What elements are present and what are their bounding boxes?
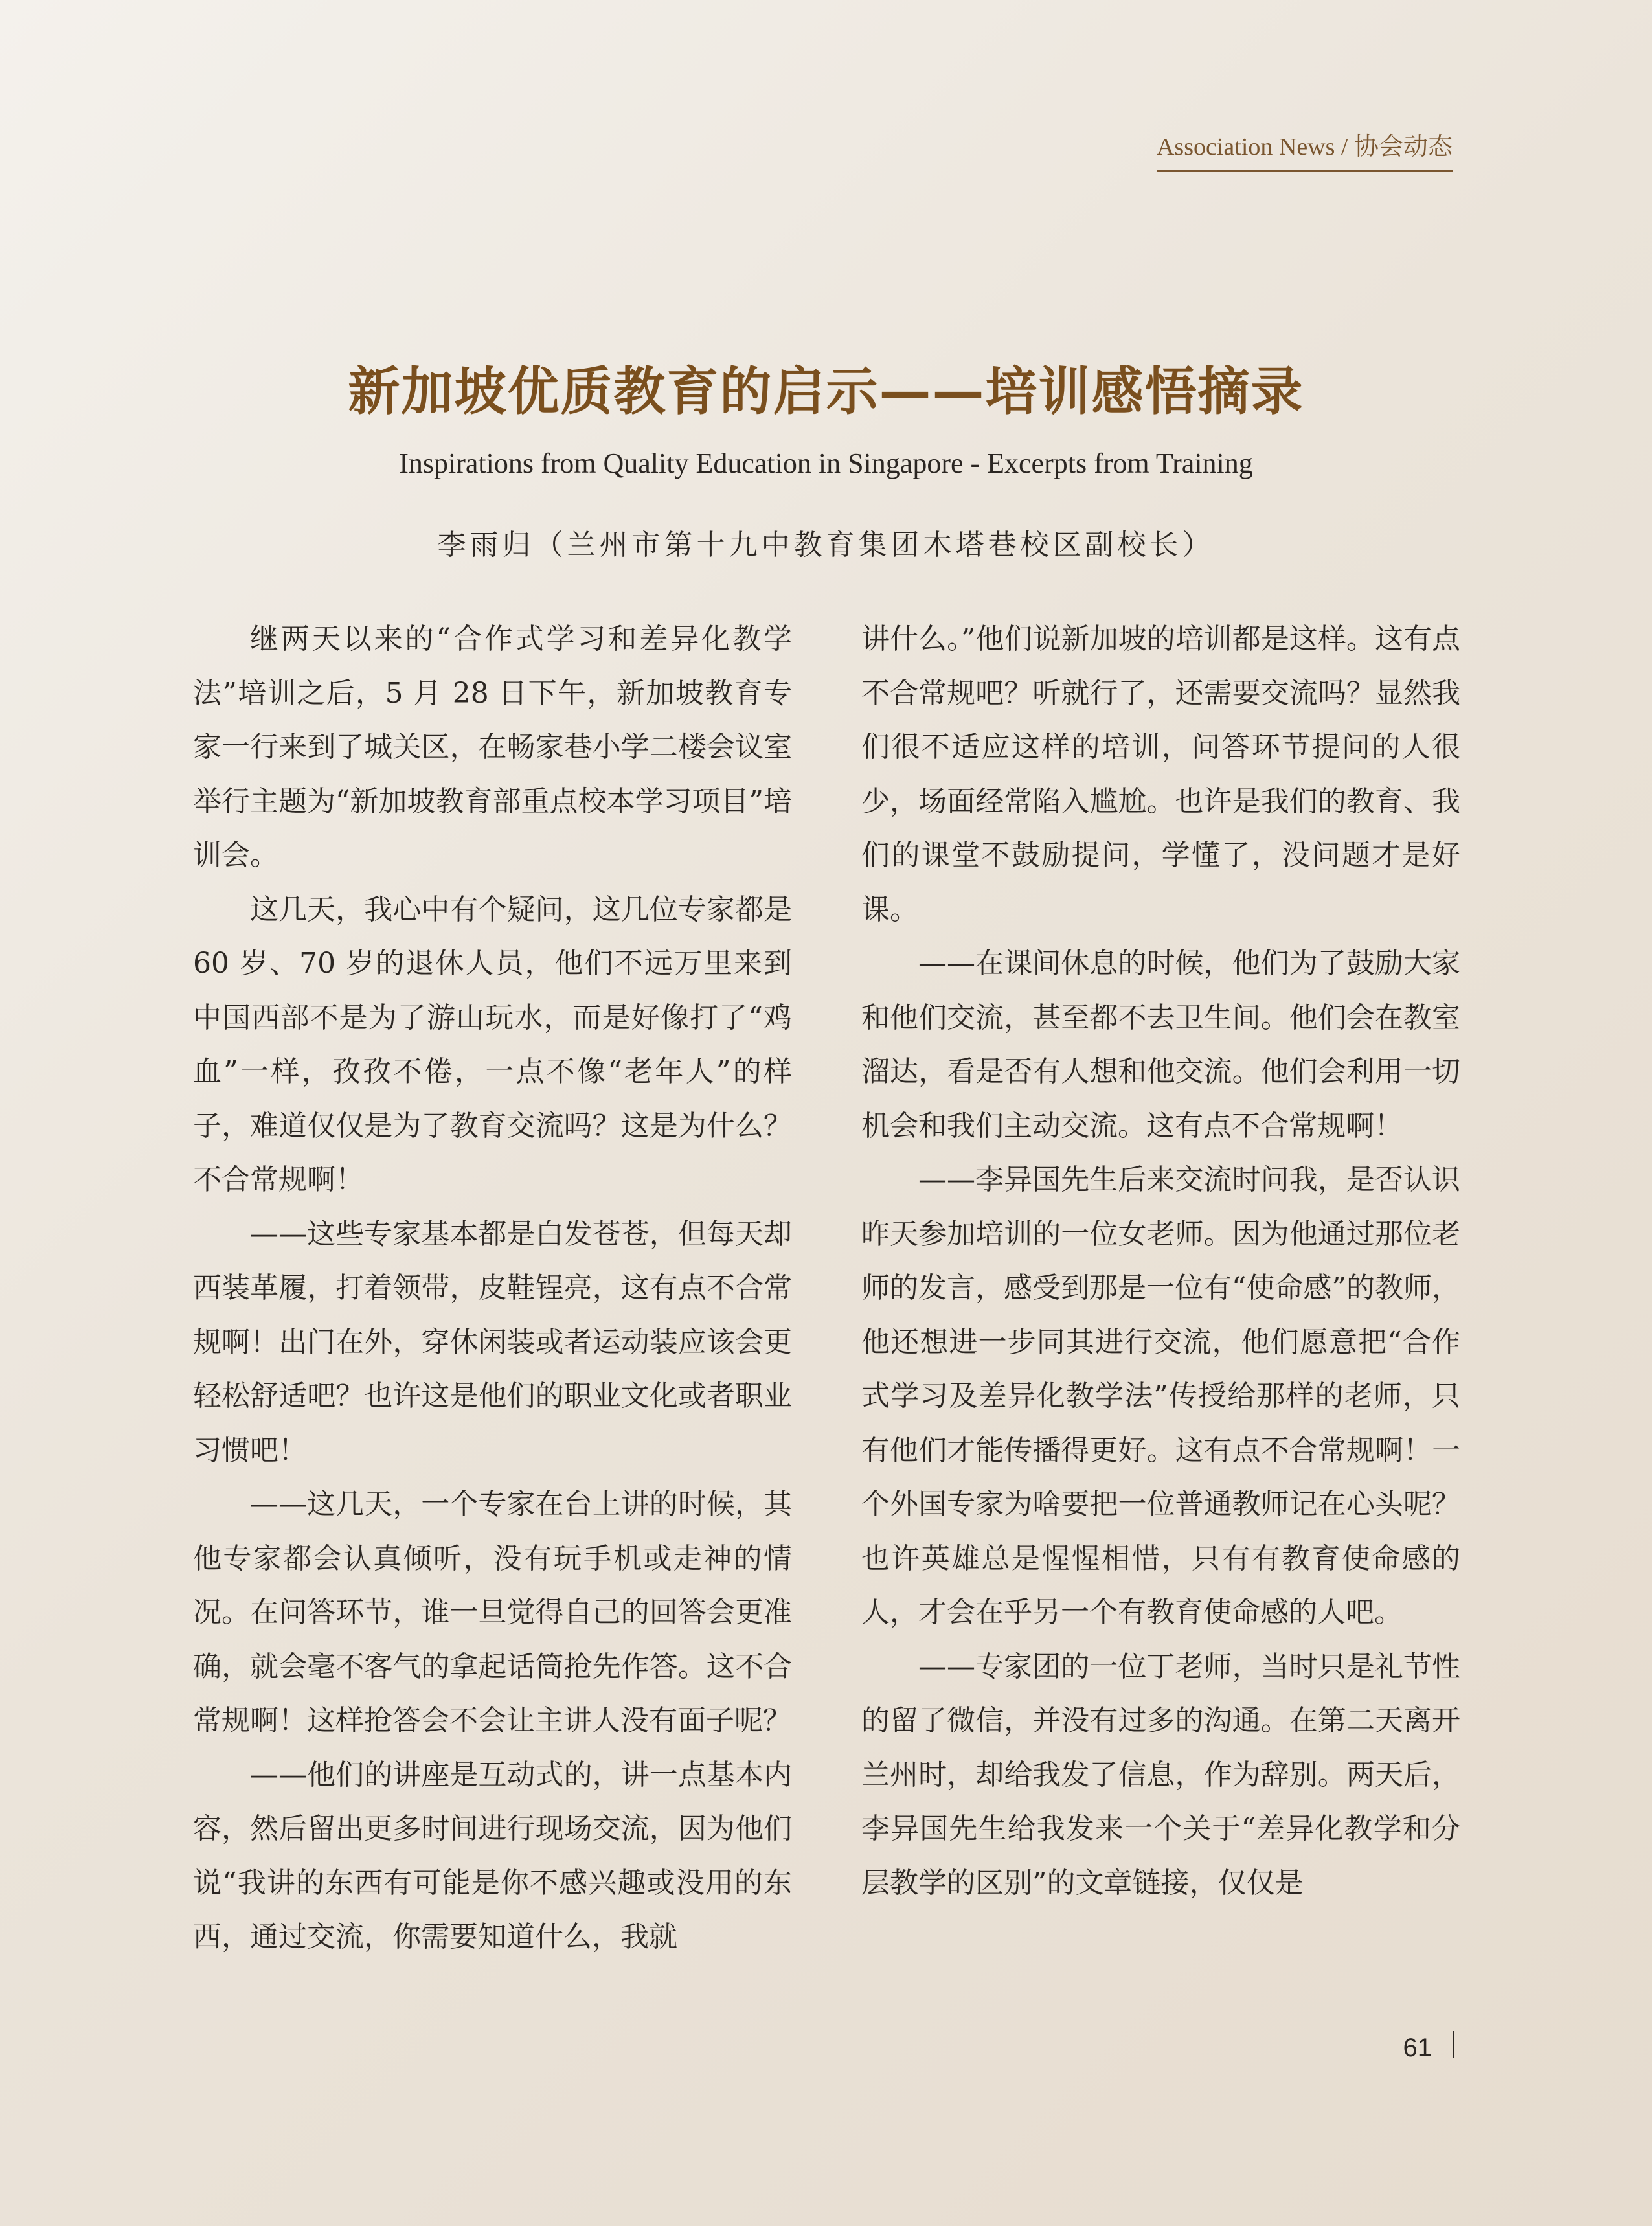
- paragraph-continued: 讲什么。”他们说新加坡的培训都是这样。这有点不合常规吧？听就行了，还需要交流吗？显然我们很不适应这样的培训，问答环节提问的人很少，场面经常陷入尴尬。也许是我们的教育、我们的课堂不鼓励提问，学懂了，没问题才是好课。: [861, 622, 1460, 926]
- article-subtitle: Inspirations from Quality Education in Singapore - Excerpts from Training: [399, 448, 1253, 479]
- paragraph: ——这几天，一个专家在台上讲的时候，其他专家都会认真倾听，没有玩手机或走神的情况。在问答环节，谁一旦觉得自己的回答会更准确，就会毫不客气的拿起话筒抢先作答。这不合常规啊！这样抢答会不会让主讲人没有面子呢？: [193, 1488, 792, 1737]
- paragraph: 继两天以来的“合作式学习和差异化教学法”培训之后，5 月 28 日下午，新加坡教育专家一行来到了城关区，在畅家巷小学二楼会议室举行主题为“新加坡教育部重点校本学习项目”培训会。: [193, 622, 792, 872]
- page-number: 61: [1403, 2034, 1432, 2062]
- article-author: 李雨归（兰州市第十九中教育集团木塔巷校区副校长）: [437, 528, 1215, 562]
- article-title: 新加坡优质教育的启示——培训感悟摘录: [348, 361, 1304, 422]
- left-column: [193, 612, 792, 1964]
- paragraph: ——在课间休息的时候，他们为了鼓励大家和他们交流，甚至都不去卫生间。他们会在教室溜达，看是否有人想和他交流。他们会利用一切机会和我们主动交流。这有点不合常规啊！: [861, 947, 1460, 1142]
- paragraph: ——他们的讲座是互动式的，讲一点基本内容，然后留出更多时间进行现场交流，因为他们说“我讲的东西有可能是你不感兴趣或没用的东西，通过交流，你需要知道什么，我就: [193, 1758, 792, 1953]
- right-column: [861, 612, 1460, 1910]
- section-tag: Association News / 协会动态: [1157, 126, 1453, 172]
- paragraph: ——李异国先生后来交流时问我，是否认识昨天参加培训的一位女老师。因为他通过那位老师的发言，感受到那是一位有“使命感”的教师，他还想进一步同其进行交流，他们愿意把“合作式学习及差异化教学法”传授给那样的老师，只有他们才能传播得更好。这有点不合常规啊！一个外国专家为啥要把一位普通教师记在心头呢？也许英雄总是惺惺相惜，只有有教育使命感的人，才会在乎另一个有教育使命感的人吧。: [861, 1163, 1460, 1629]
- paragraph: ——专家团的一位丁老师，当时只是礼节性的留了微信，并没有过多的沟通。在第二天离开兰州时，却给我发了信息，作为辞别。两天后，李异国先生给我发来一个关于“差异化教学和分层教学的区别”的文章链接，仅仅是: [861, 1650, 1460, 1900]
- paragraph: ——这些专家基本都是白发苍苍，但每天却西装革履，打着领带，皮鞋锃亮，这有点不合常规啊！出门在外，穿休闲装或者运动装应该会更轻松舒适吧？也许这是他们的职业文化或者职业习惯吧！: [193, 1217, 792, 1467]
- paragraph: 这几天，我心中有个疑问，这几位专家都是 60 岁、70 岁的退休人员，他们不远万里来到中国西部不是为了游山玩水，而是好像打了“鸡血”一样，孜孜不倦，一点不像“老年人”的样子，难道仅仅是为了教育交流吗？这是为什么？不合常规啊！: [193, 892, 792, 1196]
- page-number-divider: [1453, 2031, 1454, 2058]
